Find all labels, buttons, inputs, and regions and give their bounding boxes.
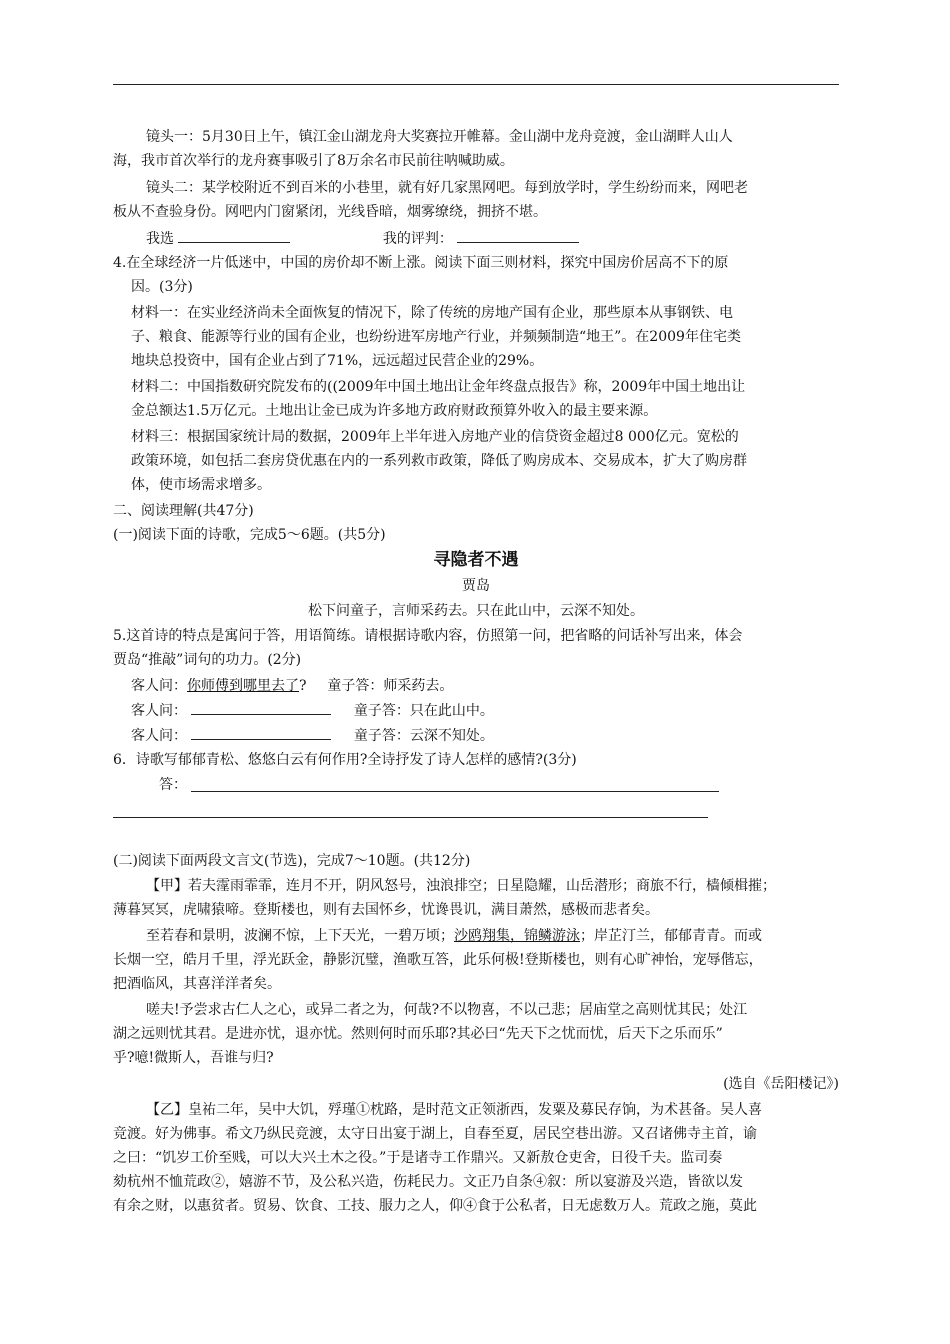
question-6-line: 6．诗歌写郁郁青松、悠悠白云有何作用?全诗抒发了诗人怎样的感情?(3分) — [113, 752, 577, 768]
question-4-line-2: 因。(3分) — [131, 279, 193, 295]
passage-b-line-2: 竞渡。好为佛事。希文乃纵民竞渡，太守日出宴于湖上，自春至夏，居民空巷出游。又召诸佛寺主首，谕 — [113, 1126, 757, 1142]
passage-a-underlined: 沙鸥翔集，锦鳞游泳 — [454, 928, 580, 944]
passage-a-line-3 — [146, 924, 839, 948]
passage-a-line-2: 薄暮冥冥，虎啸猿啼。登斯楼也，则有去国怀乡，忧谗畏讥，满目萧然，感极而悲者矣。 — [113, 902, 659, 918]
dialogue-1-answer: 童子答：师采药去。 — [327, 678, 454, 694]
dialogue-row-1 — [131, 674, 839, 698]
material-two-line-1: 材料二：中国指数研究院发布的((2009年中国土地出让金年终盘点报告》称，2009年中国土地出让 — [131, 379, 746, 395]
question-4-line-1: 4.在全球经济一片低迷中，中国的房价却不断上涨。阅读下面三则材料，探究中国房价居高不下的原 — [113, 255, 729, 271]
passage-a-line-6: 嗟夫!予尝求古仁人之心，或异二者之为，何哉?不以物喜，不以己悲；居庙堂之高则忧其民；处江 — [146, 1002, 748, 1018]
choice-label: 我选 — [146, 231, 174, 247]
passage-b-line-4: 劾杭州不恤荒政②，嬉游不节，及公私兴造，伤耗民力。文正乃自条④叙：所以宴游及兴造，皆欲以发 — [113, 1174, 743, 1190]
passage-b-line-5: 有余之财，以惠贫者。贸易、饮食、工技、服力之人，仰④食于公私者，日无虑数万人。荒政之施，莫此 — [113, 1198, 757, 1214]
passage-b-line-1: 【乙】皇祐二年，吴中大饥，殍瑾①枕路，是时范文正领浙西，发粟及募民存饷，为术甚备。吴人喜 — [146, 1102, 762, 1118]
scene-one-line-1: 镜头一：5月30日上午，镇江金山湖龙舟大奖赛拉开帷幕。金山湖中龙舟竞渡，金山湖畔人山人 — [146, 129, 733, 145]
dialogue-1-example: 你师傅到哪里去了 — [187, 678, 299, 694]
passage-a-line-5: 把酒临风，其喜洋洋者矣。 — [113, 976, 281, 992]
material-three-line-1: 材料三：根据国家统计局的数据，2009年上半年进入房地产业的信贷资金超过8 000亿元。宽松的 — [131, 429, 739, 445]
material-one-line-1: 材料一：在实业经济尚未全面恢复的情况下，除了传统的房地产国有企业，那些原本从事钢铁、电 — [131, 305, 733, 321]
passage-a-source: (选自《岳阳楼记》) — [723, 1076, 839, 1092]
dialogue-3-prefix: 客人问： — [131, 728, 187, 744]
scene-two-line-1: 镜头二：某学校附近不到百米的小巷里，就有好几家黑网吧。每到放学时，学生纷纷而来，网吧老 — [146, 180, 748, 196]
dialogue-2-answer: 童子答：只在此山中。 — [353, 703, 494, 719]
passage-a-line-7: 湖之远则忧其君。是进亦忧，退亦忧。然则何时而乐耶?其必曰“先天下之忧而忧，后天下之乐而乐” — [113, 1026, 723, 1042]
dialogue-row-2 — [131, 699, 839, 723]
passage-a-line-1: 【甲】若夫霪雨霏霏，连月不开，阴风怒号，浊浪排空；日星隐耀，山岳潜形；商旅不行，樯倾楫摧； — [146, 878, 776, 894]
comment-blank[interactable] — [457, 228, 579, 243]
choice-row — [146, 227, 839, 251]
dialogue-1-mark: ? — [299, 678, 307, 694]
dialogue-1-prefix: 客人问： — [131, 678, 187, 694]
passage-a-line-3-end: ；岸芷汀兰，郁郁青青。而或 — [580, 928, 762, 944]
answer-line-2[interactable] — [113, 817, 708, 818]
scene-two-line-2: 板从不查验身份。网吧内门窗紧闭，光线昏暗，烟雾缭绕，拥挤不堪。 — [113, 204, 547, 220]
section-two-heading: 二、阅读理解(共47分) — [113, 503, 254, 519]
answer-label: 答： — [159, 777, 187, 793]
scene-one-line-2: 海，我市首次举行的龙舟赛事吸引了8万余名市民前往呐喊助威。 — [113, 153, 514, 169]
poem-title: 寻隐者不遇 — [433, 550, 519, 570]
dialogue-2-blank[interactable] — [191, 700, 331, 715]
part-two-heading: (二)阅读下面两段文言文(节选)，完成7～10题。(共12分) — [113, 853, 471, 869]
answer-line-1[interactable] — [191, 791, 719, 792]
material-one-line-3: 地块总投资中，国有企业占到了71%，远远超过民营企业的29%。 — [131, 353, 544, 369]
poem-author: 贾岛 — [462, 578, 490, 594]
material-three-line-2: 政策环境，如包括二套房贷优惠在内的一系列救市政策，降低了购房成本、交易成本，扩大了购房群 — [131, 453, 747, 469]
poem-text: 松下问童子，言师采药去。只在此山中，云深不知处。 — [308, 603, 644, 619]
comment-label: 我的评判： — [382, 231, 453, 247]
dialogue-3-blank[interactable] — [191, 725, 331, 740]
choice-blank[interactable] — [178, 228, 290, 243]
header-rule — [113, 84, 839, 85]
material-one-line-2: 子、粮食、能源等行业的国有企业，也纷纷进军房地产行业，并频频制造“地王”。在2009年住宅类 — [131, 329, 741, 345]
dialogue-2-prefix: 客人问： — [131, 703, 187, 719]
dialogue-row-3 — [131, 724, 839, 748]
material-two-line-2: 金总额达1.5万亿元。土地出让金已成为许多地方政府财政预算外收入的最主要来源。 — [131, 403, 658, 419]
question-5-line-2: 贾岛“推敲”词句的功力。(2分) — [113, 652, 302, 668]
question-5-line-1: 5.这首诗的特点是寓问于答，用语简练。请根据诗歌内容，仿照第一问，把省略的问话补写出来，体会 — [113, 628, 743, 644]
passage-a-line-3-start: 至若春和景明，波澜不惊，上下天光，一碧万顷； — [146, 928, 454, 944]
passage-b-line-3: 之曰：“饥岁工价至贱，可以大兴土木之役。”于是诸寺工作鼎兴。又新敖仓吏舍，日役千夫。监司奏 — [113, 1150, 723, 1166]
material-three-line-3: 体，使市场需求增多。 — [131, 477, 271, 493]
dialogue-3-answer: 童子答：云深不知处。 — [353, 728, 494, 744]
passage-a-line-4: 长烟一空，皓月千里，浮光跃金，静影沉璧，渔歌互答，此乐何极!登斯楼也，则有心旷神怡，宠辱偕忘， — [113, 952, 763, 968]
passage-a-line-8: 乎?噫!微斯人，吾谁与归? — [113, 1050, 274, 1066]
part-one-heading: (一)阅读下面的诗歌，完成5～6题。(共5分) — [113, 527, 386, 543]
